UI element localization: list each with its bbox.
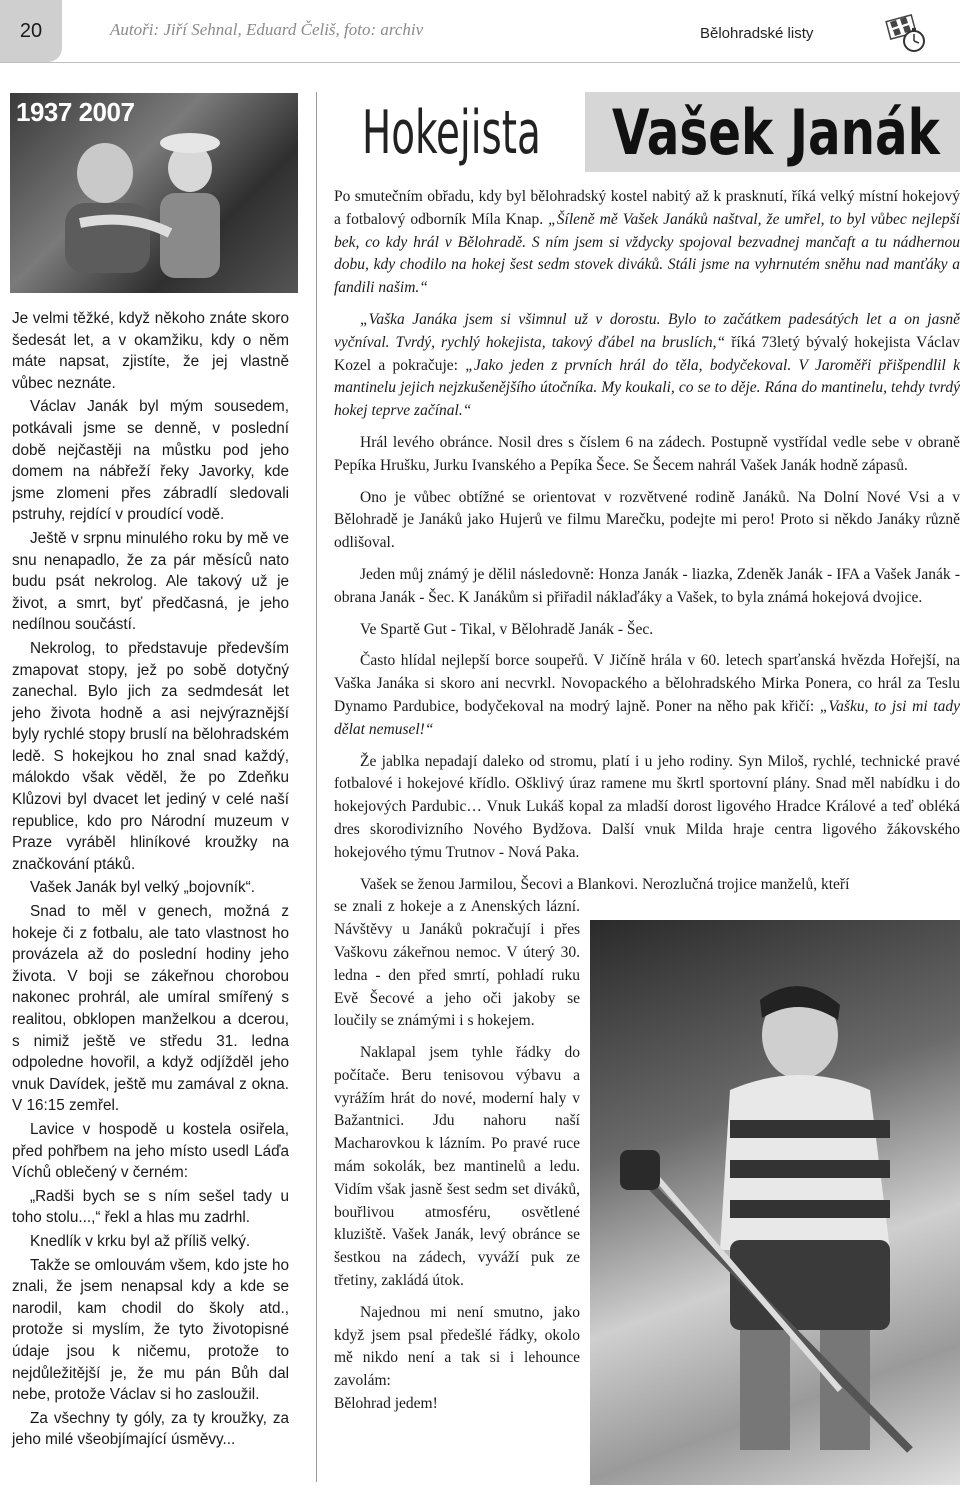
- right-paragraph-1: [334, 186, 960, 300]
- right-paragraph-10: Naklapal jsem tyhle řádky do počítače. Beru tenisovou výbavu a vyrážím hrát do nové, moderní haly v Bažantnici. Jdu nahoru naší Macharovkou k lázním. Po pravé ruce mám sokolák, bez mantinelů a ledu. Vidím však jasně šest sedm set diváků, bouřlivou atmosféru, osvětlené kluziště. Vašek Janák, levý obránce se šestkou na zádech, vyváží puk ze třetiny, zakládá útok.: [334, 1044, 580, 1290]
- quote-run: „Jako jeden z prvních hrál do těla, bodyčekoval. V Jaroměři přišpendlil k mantinelu jejich nejzkušenějšího útočníka. My koukali, co se to děje. Rána do mantinelu, tehdy tvrdý hokej teprve začínal.“: [334, 356, 960, 420]
- right-paragraph-8: Že jablka nepadají daleko od stromu, platí i u jeho rodiny. Syn Miloš, rychlé, technické pravé fotbalové i hokejové křídlo. Ošklivý úraz ramene mu škrtl sportovní plány. Snad měl nabídku i do hokejových Pardubic… Vnuk Lukáš kopal za mladší dorost ligového Hradce Králové a teď obléká dres skorodivizního Nového Bydžova. Další vnuk Milda hraje centra ligového žákovského hokejového týmu Trutnov - Nová Paka.: [334, 752, 960, 861]
- left-paragraph: Takže se omlouvám všem, kdo jste ho znali, že jsem nenapsal kdy a kde se narodil, kam chodil do školy atd., protože si myslím, že tyto životopisné údaje jsou k ničemu, protože to nejdůležitější je, že mu pán Bůh dal nebe, protože Václav si ho zasloužil.: [12, 1256, 289, 1404]
- left-column-text: [12, 308, 289, 1453]
- authors-credit: Autoři: Jiří Sehnal, Eduard Čeliš, foto: archiv: [110, 20, 424, 39]
- column-divider: [316, 92, 317, 1482]
- right-paragraph-2: [334, 309, 960, 423]
- stopwatch-flag-icon: [885, 12, 927, 54]
- photo-years-caption: 1937 2007: [16, 97, 135, 127]
- left-paragraph: Vašek Janák byl velký „bojovník“.: [30, 879, 256, 897]
- quote-run: „Vašku, to jsi mi tady dělat nemusel!“: [334, 697, 960, 738]
- right-paragraph-3: Hrál levého obránce. Nosil dres s číslem 6 na zádech. Postupně vystřídal vedle sebe v obraně Pepíka Hrušku, Jurku Ivanského a Pepíka Šece. Se Šecem nahrál Vašek Janák hodně zápasů.: [334, 433, 960, 474]
- left-paragraph: Je velmi těžké, když někoho znáte skoro šedesát let, a v okamžiku, kdy o něm máte napsat, zjistíte, že jej vlastně vůbec neznáte.: [12, 310, 289, 392]
- left-paragraph: Za všechny ty góly, za ty kroužky, za jeho milé všeobjímající úsměvy...: [12, 1409, 289, 1449]
- right-paragraph-11: Najednou mi není smutno, jako když jsem psal předešlé řádky, okolo mě nikdo není a tak si i lehounce zavolám:: [334, 1303, 580, 1390]
- text-run: Po smutečním obřadu, kdy byl bělohradský kostel nabitý až k prasknutí, říká velký místní hokejový a fotbalový odborník Míla Knap.: [334, 188, 960, 228]
- photo-hockey-player: [590, 920, 960, 1485]
- signoff-line: Bělohrad jedem!: [334, 1395, 438, 1413]
- article-title-bold: Vašek Janák: [612, 96, 940, 169]
- text-run: Často hlídal nejlepší borce soupeřů. V Jičíně hrála v 60. letech sparťanská hvězda Hořejší, na Vaška Janáka si skoro ani necvrkl. Novopackého a bělohradského Mirka Ponera, co hrál za Teslu Dynamo Pardubice, bodyčekoval na modrý lajně. Poner na něho pak křičí:: [334, 652, 960, 715]
- quote-run: „Vaška Janáka jsem si všimnul už v dorostu. Bylo to začátkem padesátých let a on jasně vyčníval. Tvrdý, rychlý hokejista, takový ďábel na bruslích,“: [334, 310, 960, 351]
- publication-name: Bělohradské listy: [700, 25, 814, 42]
- left-paragraph: Nekrolog, to představuje především zmapovat stopy, jež po sobě dotyčný zanechal. Bylo jich za sedmdesát let jeho života hodně a asi nejvýraznější byly rychlé stopy bruslí na bělohradském ledě. S hokejkou ho znal snad každý, málokdo však věděl, že po Zdeňku Klůzovi byl dvacet let jediný v celé naší republice, kdo pro Národní muzeum v Praze vyráběl hliníkové kroužky na značkování ptáků.: [12, 639, 289, 873]
- photo-placeholder-shapes: [590, 920, 960, 1485]
- left-paragraph: Ještě v srpnu minulého roku by mě ve snu nenapadlo, že za pár měsíců nato budu psát nekrolog. Ale takový už je život, a smrt, byť předčasná, je jeho nedílnou součástí.: [12, 529, 289, 634]
- page-number: 20: [0, 0, 62, 62]
- left-paragraph: Snad to měl v genech, možná z hokeje či z fotbalu, ale tato vlastnost ho provázela až do poslední hodiny jeho života. V boji se zákeřnou chorobou nakonec prohrál, ale umíral smířený s realitou, obklopen manželkou a dcerou, s nimiž ještě ve středu 31. ledna odpoledne hovořil, a když odjížděl jeho vnuk Davídek, ještě mu zamával z okna. V 16:15 zemřel.: [12, 903, 289, 1115]
- right-paragraph-5: Jeden můj známý je dělil následovně: Honza Janák - liazka, Zdeněk Janák - IFA a Vašek Janák - obrana Janák - Šec. K Janákům si přiřadil náklaďáky a Vašek, to byla známá hokejová dvojice.: [334, 565, 960, 606]
- right-paragraph-6: Ve Spartě Gut - Tikal, v Bělohradě Janák - Šec.: [360, 620, 654, 638]
- right-paragraph-9-wide: Vašek se ženou Jarmilou, Šecovi a Blankovi. Nerozlučná trojice manželů, kteří: [360, 875, 850, 893]
- right-paragraph-9-narrow: se znali z hokeje a z Anenských lázní. Návštěvy u Janáků pokračují i přes Vaškovu zákeřnou nemoc. V úterý 30. ledna - den před smrtí, pohladí ruku Evě Šecové a jeho oči jakoby se loučily se známými i s hokejem.: [334, 898, 580, 1030]
- page-header: [0, 0, 960, 63]
- left-paragraph: „Radši bych se s ním sešel tady u toho stolu...,“ řekl a hlas mu zadrhl.: [12, 1187, 289, 1227]
- article-title-light: Hokejista: [362, 98, 541, 168]
- photo-placeholder-shapes: [10, 93, 298, 293]
- quote-run: „Šíleně mě Vašek Janáků naštval, že umřel, to byl vůbec nejlepší bek, co kdy hrál v Bělohradě. S ním jsem si vždycky spojoval bezvadnej mančaft a tu nádhernou dobu, kdy chodilo na hokej šest sedm stovek diváků. Stáli jsme na vyhrnutém sněhu nad manťáky a fandili našim.“: [334, 210, 960, 297]
- right-paragraph-7: [334, 650, 960, 741]
- left-paragraph: Václav Janák byl mým sousedem, potkávali jsme se denně, v poslední době nejčastěji na můstku pod jeho domem na nábřeží řeky Javorky, kde jsme zlomeni přes zábradlí sledovali pstruhy, rejdící v proudící vodě.: [12, 398, 289, 524]
- left-paragraph: Lavice v hospodě u kostela osiřela, před pohřbem na jeho místo usedl Láďa Víchů oblečený v černém:: [12, 1120, 289, 1182]
- left-paragraph: Knedlík v krku byl až příliš velký.: [30, 1232, 251, 1250]
- photo-fisherman-and-child: [10, 93, 298, 293]
- text-run: říká 73letý bývalý hokejista Václav Kozel a pokračuje:: [334, 333, 960, 374]
- right-paragraph-4: Ono je vůbec obtížné se orientovat v rozvětvené rodině Janáků. Na Dolní Nové Vsi a v Bělohradě je Janáků jako Hujerů ve filmu Marečku, podejte mi pero! Proto si někdo Janáky různě odlišoval.: [334, 488, 960, 552]
